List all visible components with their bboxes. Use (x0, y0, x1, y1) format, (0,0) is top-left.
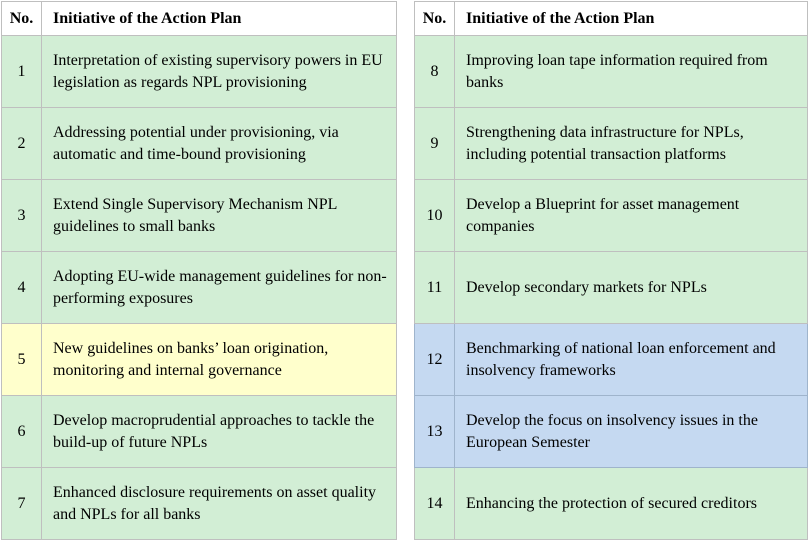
initiative-number: 11 (415, 252, 455, 324)
initiative-text: Strengthening data infrastructure for NPLs, including potential transaction platforms (455, 108, 808, 180)
table-row (415, 324, 808, 396)
table-row (2, 396, 397, 468)
table-row (2, 180, 397, 252)
initiative-number: 14 (415, 468, 455, 540)
initiative-text: Develop secondary markets for NPLs (455, 252, 808, 324)
table-row (2, 468, 397, 540)
initiative-number: 8 (415, 36, 455, 108)
initiative-number: 3 (2, 180, 42, 252)
initiative-number: 12 (415, 324, 455, 396)
initiative-number: 13 (415, 396, 455, 468)
initiative-text: Improving loan tape information required from banks (455, 36, 808, 108)
table-row (2, 108, 397, 180)
header-initiative: Initiative of the Action Plan (42, 2, 397, 36)
initiative-number: 9 (415, 108, 455, 180)
initiative-text: Interpretation of existing supervisory powers in EU legislation as regards NPL provisioning (42, 36, 397, 108)
initiative-text: Addressing potential under provisioning, via automatic and time-bound provisioning (42, 108, 397, 180)
table-row (415, 468, 808, 540)
initiative-number: 1 (2, 36, 42, 108)
initiative-text: Develop a Blueprint for asset management companies (455, 180, 808, 252)
table-row (415, 396, 808, 468)
initiative-number: 4 (2, 252, 42, 324)
header-initiative: Initiative of the Action Plan (455, 2, 808, 36)
initiative-text: Develop the focus on insolvency issues in the European Semester (455, 396, 808, 468)
table-row (415, 36, 808, 108)
initiative-text: Adopting EU-wide management guidelines for non-performing exposures (42, 252, 397, 324)
initiatives-table-right (414, 1, 808, 540)
initiative-text: Enhanced disclosure requirements on asset quality and NPLs for all banks (42, 468, 397, 540)
header-no: No. (2, 2, 42, 36)
table-row (415, 108, 808, 180)
table-header-row (2, 2, 397, 36)
initiative-number: 10 (415, 180, 455, 252)
initiative-number: 5 (2, 324, 42, 396)
table-row (2, 36, 397, 108)
table-row (415, 252, 808, 324)
initiative-number: 7 (2, 468, 42, 540)
table-row (415, 180, 808, 252)
initiative-text: Develop macroprudential approaches to tackle the build-up of future NPLs (42, 396, 397, 468)
initiative-number: 2 (2, 108, 42, 180)
initiative-text: New guidelines on banks’ loan origination, monitoring and internal governance (42, 324, 397, 396)
initiative-number: 6 (2, 396, 42, 468)
table-row (2, 252, 397, 324)
table-row (2, 324, 397, 396)
initiatives-table-left (1, 1, 397, 540)
header-no: No. (415, 2, 455, 36)
initiative-text: Benchmarking of national loan enforcement and insolvency frameworks (455, 324, 808, 396)
table-header-row (415, 2, 808, 36)
initiative-text: Enhancing the protection of secured creditors (455, 468, 808, 540)
initiative-text: Extend Single Supervisory Mechanism NPL guidelines to small banks (42, 180, 397, 252)
